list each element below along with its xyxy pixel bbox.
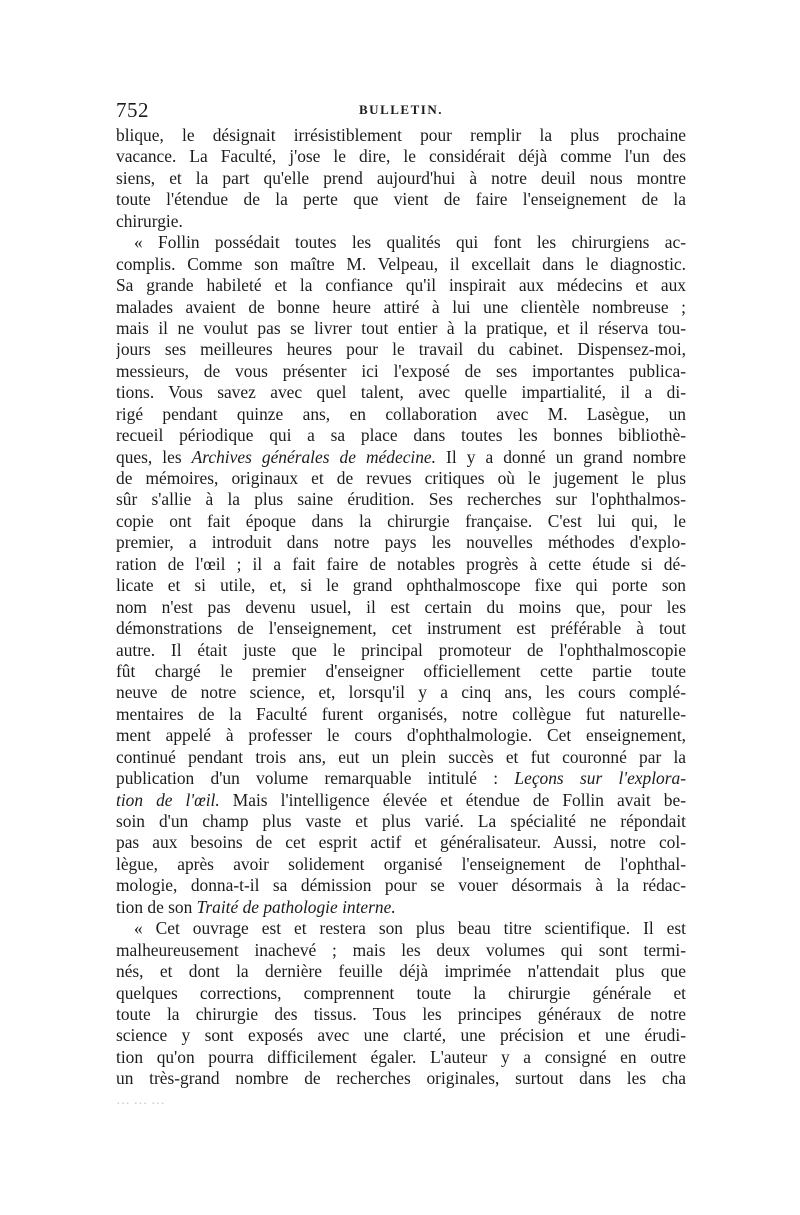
text-line: recueil périodique qui a sa place dans toutes les bonnes bibliothè-	[116, 425, 686, 446]
text-line: neuve de notre science, et, lorsqu'il y a cinq ans, les cours complé-	[116, 682, 686, 703]
text-line: siens, et la part qu'elle prend aujourd'hui à notre deuil nous montre	[116, 167, 686, 188]
text-line: copie ont fait époque dans la chirurgie française. C'est lui qui, le	[116, 510, 686, 531]
bleed-through-text: … … …	[116, 1092, 165, 1108]
text-line: messieurs, de vous présenter ici l'exposé de ses importantes publica-	[116, 360, 686, 381]
body-text	[116, 125, 686, 1111]
text-line: nom n'est pas devenu usuel, il est certain du moins que, pour les	[116, 596, 686, 617]
text-line: mentaires de la Faculté furent organisés, notre collègue fut naturelle-	[116, 703, 686, 724]
running-head: BULLETIN.	[359, 102, 443, 117]
text-line: jours ses meilleures heures pour le travail du cabinet. Dispensez-moi,	[116, 339, 686, 360]
text-line	[116, 790, 686, 811]
text-line: ration de l'œil ; il a fait faire de notables progrès à cette étude si dé-	[116, 553, 686, 574]
text-line	[116, 447, 686, 468]
text-line: vacance. La Faculté, j'ose le dire, le considérait déjà comme l'un des	[116, 146, 686, 167]
text-line: ment appelé à professer le cours d'ophthalmologie. Cet enseignement,	[116, 725, 686, 746]
text-line: pas aux besoins de cet esprit actif et généralisateur. Aussi, notre col-	[116, 832, 686, 853]
text-line: Sa grande habileté et la confiance qu'il inspirait aux médecins et aux	[116, 275, 686, 296]
text-line: « Cet ouvrage est et restera son plus beau titre scientifique. Il est	[134, 918, 686, 939]
book-title: Leçons sur l'explora-	[514, 768, 686, 789]
text-line: « Follin possédait toutes les qualités qui font les chirurgiens ac-	[134, 232, 686, 253]
text-line: malheureusement inachevé ; mais les deux volumes qui sont termi-	[116, 939, 686, 960]
text-line: autre. Il était juste que le principal promoteur de l'ophthalmoscopie	[116, 639, 686, 660]
text-run: Mais l'intelligence élevée et étendue de Follin avait be-	[219, 789, 686, 810]
text-line: malades avaient de bonne heure attiré à lui une clientèle nombreuse ;	[116, 296, 686, 317]
text-line: blique, le désignait irrésistiblement pour remplir la plus prochaine	[116, 125, 686, 145]
text-run: tion de son	[116, 896, 197, 917]
text-line: science y sont exposés avec une clarté, une précision et une érudi-	[116, 1025, 686, 1046]
page-number: 752	[116, 98, 149, 122]
text-line: toute l'étendue de la perte que vient de faire l'enseignement de la	[116, 189, 686, 210]
text-line: mologie, donna-t-il sa démission pour se vouer désormais à la rédac-	[116, 875, 686, 896]
text-run: ques, les	[116, 446, 192, 467]
text-line: mais il ne voulut pas se livrer tout entier à la pratique, et il réserva tou-	[116, 317, 686, 338]
text-line: sûr s'allie à la plus saine érudition. Ses recherches sur l'ophthalmos-	[116, 489, 686, 510]
text-line: nés, et dont la dernière feuille déjà imprimée n'attendait plus que	[116, 961, 686, 982]
text-line: complis. Comme son maître M. Velpeau, il excellait dans le diagnostic.	[116, 253, 686, 274]
text-line: rigé pendant quinze ans, en collaboration avec M. Lasègue, un	[116, 403, 686, 424]
text-run: Il y a donné un grand nombre	[436, 446, 686, 467]
text-line: premier, a introduit dans notre pays les nouvelles méthodes d'explo-	[116, 532, 686, 553]
text-line: tions. Vous savez avec quel talent, avec quelle impartialité, il a di-	[116, 382, 686, 403]
text-line: un très-grand nombre de recherches originales, surtout dans les cha	[116, 1068, 686, 1089]
text-line: démonstrations de l'enseignement, cet instrument est préférable à tout	[116, 618, 686, 639]
text-line: lègue, après avoir solidement organisé l'enseignement de l'ophthal-	[116, 853, 686, 874]
text-line	[116, 897, 686, 918]
journal-title: Archives générales de médecine.	[191, 446, 437, 467]
text-line: toute la chirurgie des tissus. Tous les principes généraux de notre	[116, 1003, 686, 1024]
text-line: continué pendant trois ans, eut un plein succès et fut couronné par la	[116, 746, 686, 767]
text-run: publication d'un volume remarquable intitulé :	[116, 768, 515, 789]
book-title: Traité de pathologie interne.	[196, 896, 396, 917]
text-line: fût chargé le premier d'enseigner officiellement cette partie toute	[116, 660, 686, 681]
text-line: chirurgie.	[116, 210, 183, 231]
page-header	[116, 98, 686, 126]
text-line: de mémoires, originaux et de revues critiques où le jugement le plus	[116, 468, 686, 488]
text-line	[116, 768, 686, 789]
text-line: quelques corrections, comprennent toute la chirurgie générale et	[116, 982, 686, 1003]
book-title: tion de l'œil.	[116, 789, 220, 810]
text-line: soin d'un champ plus vaste et plus varié. La spécialité ne répondait	[116, 811, 686, 831]
text-line: licate et si utile, et, si le grand ophthalmoscope fixe qui porte son	[116, 575, 686, 596]
text-line: tion qu'on pourra difficilement égaler. L'auteur y a consigné en outre	[116, 1046, 686, 1067]
